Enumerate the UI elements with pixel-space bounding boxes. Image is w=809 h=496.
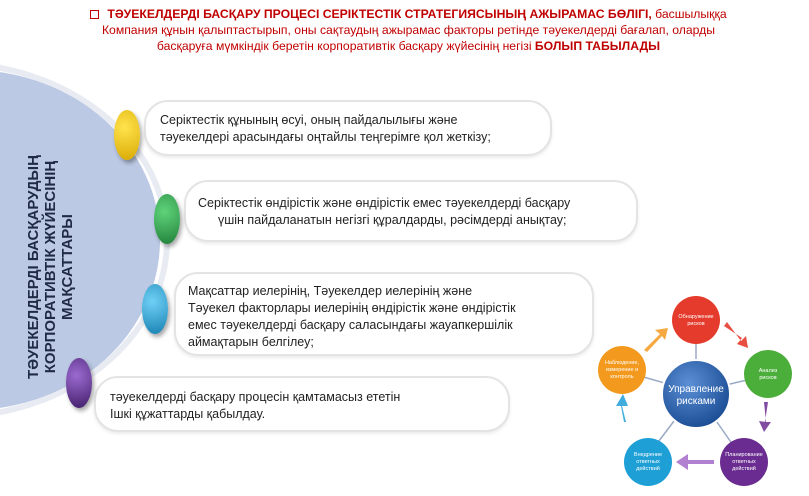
goal-3-line1: Мақсаттар иелерінің, Тәуекелдер иелерінің және [188,284,473,298]
node-2-line1: Анализ [758,368,778,374]
vertical-title-line3: МАҚСАТТАРЫ [58,214,76,320]
goal-item-4 [94,376,510,432]
goal-4-purple-dot [66,358,92,408]
header-text [16,6,801,54]
vertical-title-line2: КОРПОРАТИВТІК ЖҮЙЕСІНІҢ [41,160,59,374]
center-text-line1: Управление [668,384,724,395]
node-2-line2: рисков [759,375,777,381]
node-5-line3: контроль [610,374,634,380]
goal-4-line1: тәуекелдерді басқару процесін қамтамасыз ететін [110,390,401,404]
cycle-arrow-3 [676,454,714,470]
center-text-line2: рисками [676,396,716,407]
header-line3-bold: БОЛЫП ТАБЫЛАДЫ [534,39,661,53]
cycle-arrow-4 [616,394,628,422]
node-5-line1: Наблюдение, [604,360,640,366]
goal-item-2 [184,180,638,242]
header-part2: басшылыққа [651,7,727,21]
cycle-arrow-2 [759,402,771,432]
node-1-line1: Обнаружение [678,314,714,320]
risk-management-cycle-diagram [596,294,796,492]
node-1 [672,296,720,344]
cycle-arrow-5 [644,328,668,352]
checkbox-bullet-icon [90,10,99,19]
vertical-title-line1: ТӘУЕКЕЛДЕРДІ БАСҚАРУДЫҢ [24,155,42,379]
goal-3-line4: аймақтарын белгілеу; [188,335,314,349]
cycle-arrow-1 [724,322,748,348]
header-bold: ТӘУЕКЕЛДЕРДІ БАСҚАРУ ПРОЦЕСІ СЕРІКТЕСТІК СТРАТЕГИЯСЫНЫҢ АЖЫРАМАС БӨЛІГІ, [107,7,652,21]
node-4-line3: действий [636,466,660,472]
node-4-line1: Внедрение [633,452,663,458]
goal-3-blue-dot [142,284,168,334]
goal-2-line2: үшін пайдаланатын негізгі құралдарды, рәсімдерді анықтау; [218,213,567,227]
goal-4-line2: Ішкі құжаттарды қабылдау. [110,407,266,421]
node-5-line2: измерение и [605,367,639,373]
node-1-line2: рисков [687,321,705,327]
goal-3-line3: емес тәуекелдерді басқару саласындағы жауапкершілік [188,318,513,332]
goal-1-yellow-dot [114,110,140,160]
node-3-line1: Планирование [725,452,763,458]
node-5 [598,346,646,394]
goal-item-3 [174,272,594,356]
goal-1-line2: тәуекелдері арасындағы оңтайлы теңгерімге қол жеткізу; [160,130,491,144]
header-line3: басқаруға мүмкіндік беретін корпоративтік басқару жүйесінің негізі [156,39,535,53]
goal-2-line1: Серіктестік өндірістік және өндірістік емес тәуекелдерді басқару [198,196,571,210]
node-3-line2: ответных [732,459,756,465]
node-4-line2: ответных [636,459,660,465]
node-3 [720,438,768,486]
goal-1-line1: Серіктестік құнының өсуі, оның пайдалылығы және [160,113,458,127]
goal-item-1 [144,100,552,156]
node-3-line3: действий [732,466,756,472]
goal-3-line2: Тәуекел факторлары иелерінің өндірістік және өндірістік [188,301,516,315]
goal-2-green-dot [154,194,180,244]
node-2 [744,350,792,398]
header-line2: Компания құнын қалыптастырып, оны сақтаудың ажырамас факторы ретінде тәуекелдерді бағалап, оларды [101,23,716,37]
node-4 [624,438,672,486]
